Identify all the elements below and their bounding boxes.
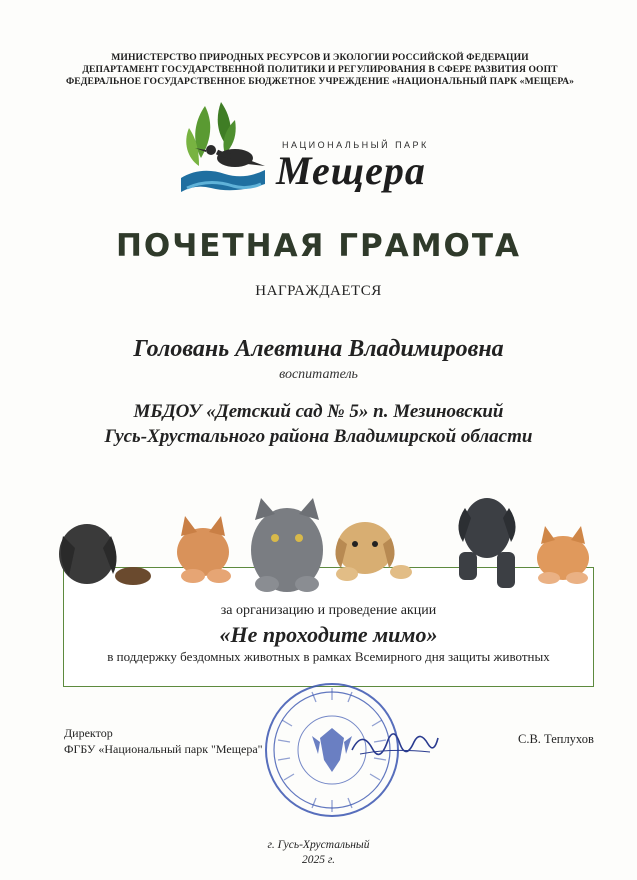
- handwritten-signature: [350, 720, 440, 770]
- organization-line-2: Гусь-Хрустального района Владимирской области: [104, 426, 533, 447]
- recipient-name: Головань Алевтина Владимировна: [133, 336, 504, 362]
- signatory-name: С.В. Теплухов: [518, 732, 594, 746]
- recipient-position: воспитатель: [279, 367, 358, 382]
- awarded-label: НАГРАЖДАЕТСЯ: [255, 283, 382, 299]
- puppy-golden-icon: [335, 522, 412, 581]
- water-waves-icon: [181, 170, 265, 192]
- header-line-institution: ФЕДЕРАЛЬНОЕ ГОСУДАРСТВЕННОЕ БЮДЖЕТНОЕ УЧРЕЖДЕНИЕ «НАЦИОНАЛЬНЫЙ ПАРК «МЕЩЕРА»: [65, 76, 575, 87]
- dog-black-icon: [59, 524, 151, 585]
- header-line-ministry: МИНИСТЕРСТВО ПРИРОДНЫХ РЕСУРСОВ И ЭКОЛОГИИ РОССИЙСКОЙ ФЕДЕРАЦИИ: [111, 52, 529, 63]
- footer-city: г. Гусь-Хрустальный: [267, 839, 370, 851]
- action-context: в поддержку бездомных животных в рамках Всемирного дня защиты животных: [107, 649, 550, 664]
- dog-gray-icon: [458, 498, 515, 588]
- cat-gray-icon: [251, 498, 323, 592]
- action-description: за организацию и проведение акции: [220, 603, 437, 618]
- organization-line-1: МБДОУ «Детский сад № 5» п. Мезиновский: [133, 401, 504, 422]
- animals-illustration: [55, 492, 600, 602]
- certificate-title: ПОЧЕТНАЯ ГРАМОТА: [115, 228, 522, 264]
- logo-title: Мещера: [276, 148, 426, 193]
- signatory-institution: ФГБУ «Национальный парк "Мещера": [64, 742, 263, 756]
- logo-caption: НАЦИОНАЛЬНЫЙ ПАРК: [282, 140, 429, 150]
- header-line-department: ДЕПАРТАМЕНТ ГОСУДАРСТВЕННОЙ ПОЛИТИКИ И РЕГУЛИРОВАНИЯ В СФЕРЕ РАЗВИТИЯ ООПТ: [82, 64, 558, 75]
- footer-year: 2025 г.: [301, 854, 336, 866]
- kitten-orange-icon: [537, 526, 589, 584]
- recipient-organization: [60, 399, 577, 449]
- signatory-title: [64, 725, 263, 757]
- issuer-header: [40, 52, 600, 88]
- kitten-red-icon: [177, 516, 231, 583]
- coat-of-arms-icon: [312, 728, 352, 772]
- action-name: «Не проходите мимо»: [219, 622, 438, 647]
- signatory-role: Директор: [64, 726, 113, 740]
- footer: [0, 838, 637, 868]
